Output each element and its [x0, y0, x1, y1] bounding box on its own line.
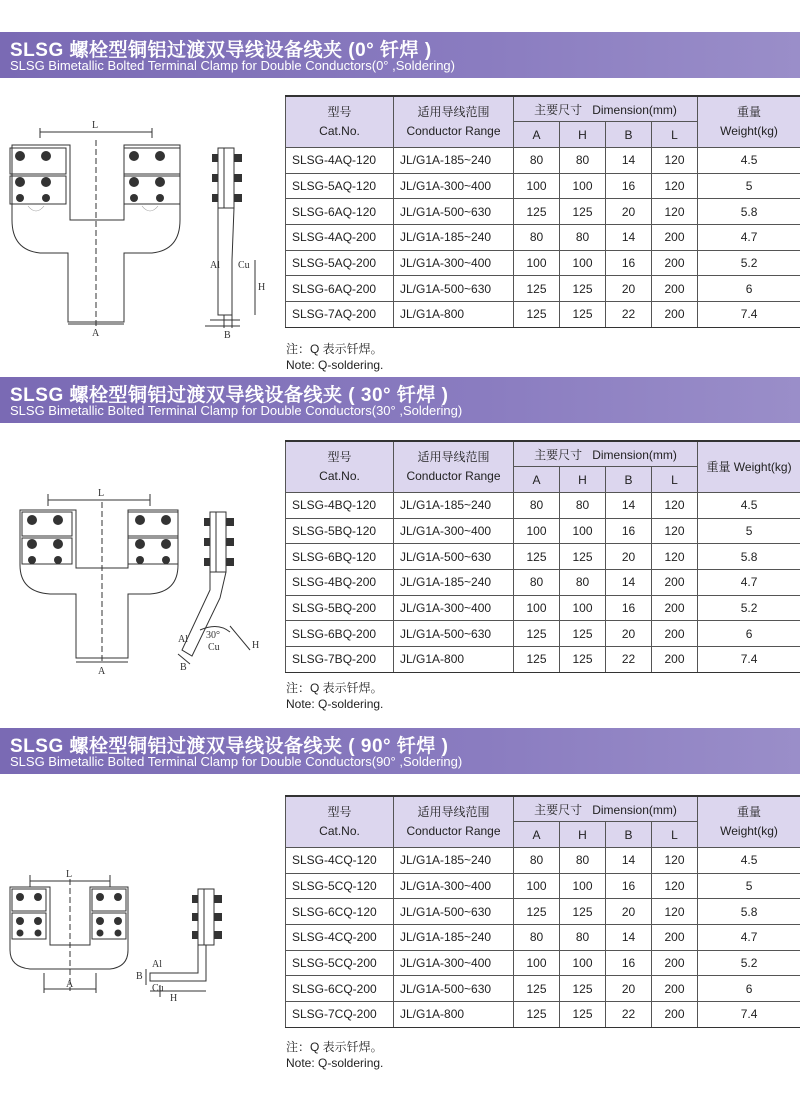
note-en: Note: Q-soldering.: [286, 1056, 384, 1070]
dim-b-cell: 20: [606, 544, 652, 570]
dim-label-l: L: [92, 120, 99, 131]
dim-b-cell: 22: [606, 647, 652, 673]
header-range: 适用导线范围 Conductor Range: [394, 441, 514, 492]
dim-l-cell: 120: [652, 518, 698, 544]
dim-a-cell: 80: [514, 924, 560, 950]
dim-a-cell: 125: [514, 647, 560, 673]
conductor-range-cell: JL/G1A-500~630: [394, 199, 514, 225]
dim-label-l: L: [66, 869, 73, 880]
header-col-b: B: [606, 467, 652, 493]
dim-a-cell: 80: [514, 847, 560, 873]
cat-no-cell: SLSG-5AQ-200: [286, 250, 394, 276]
dim-h-cell: 125: [560, 1002, 606, 1028]
dim-l-cell: 200: [652, 1002, 698, 1028]
dim-b-cell: 14: [606, 224, 652, 250]
section-title-en: SLSG Bimetallic Bolted Terminal Clamp for Double Conductors(90° ,Soldering): [10, 754, 463, 769]
dim-a-cell: 125: [514, 276, 560, 302]
dim-h-cell: 125: [560, 302, 606, 328]
table-row: [286, 492, 800, 518]
dim-l-cell: 200: [652, 595, 698, 621]
dim-l-cell: 200: [652, 924, 698, 950]
dim-b-cell: 20: [606, 899, 652, 925]
dim-a-cell: 100: [514, 873, 560, 899]
dim-b-cell: 14: [606, 924, 652, 950]
spec-table-90-degree: [285, 795, 800, 1028]
table-row: [286, 173, 800, 199]
cat-no-cell: SLSG-7AQ-200: [286, 302, 394, 328]
table-row: [286, 621, 800, 647]
dim-label-l: L: [98, 488, 105, 499]
conductor-range-cell: JL/G1A-185~240: [394, 569, 514, 595]
cat-no-cell: SLSG-6BQ-200: [286, 621, 394, 647]
cat-no-cell: SLSG-4BQ-200: [286, 569, 394, 595]
conductor-range-cell: JL/G1A-500~630: [394, 544, 514, 570]
weight-cell: 4.5: [698, 847, 800, 873]
dim-a-cell: 100: [514, 950, 560, 976]
note-90-degree: [286, 1039, 383, 1071]
dim-h-cell: 125: [560, 621, 606, 647]
weight-cell: 4.7: [698, 569, 800, 595]
dim-b-cell: 16: [606, 250, 652, 276]
dim-h-cell: 100: [560, 250, 606, 276]
weight-cell: 6: [698, 976, 800, 1002]
dim-l-cell: 120: [652, 199, 698, 225]
conductor-range-cell: JL/G1A-300~400: [394, 173, 514, 199]
dim-l-cell: 120: [652, 544, 698, 570]
conductor-range-cell: JL/G1A-800: [394, 302, 514, 328]
spec-table-0-degree: [285, 95, 800, 328]
conductor-range-cell: JL/G1A-500~630: [394, 276, 514, 302]
table-row: [286, 518, 800, 544]
dim-h-cell: 125: [560, 976, 606, 1002]
header-weight: 重量 Weight(kg): [698, 441, 800, 492]
dim-l-cell: 120: [652, 899, 698, 925]
table-row: [286, 924, 800, 950]
dim-b-cell: 22: [606, 1002, 652, 1028]
table-row: [286, 276, 800, 302]
dim-b-cell: 14: [606, 847, 652, 873]
conductor-range-cell: JL/G1A-185~240: [394, 492, 514, 518]
dim-h-cell: 125: [560, 899, 606, 925]
section-title-en: SLSG Bimetallic Bolted Terminal Clamp for Double Conductors(30° ,Soldering): [10, 403, 463, 418]
dim-a-cell: 100: [514, 518, 560, 544]
clamp-drawing-30-degree: [0, 480, 285, 680]
dim-a-cell: 80: [514, 492, 560, 518]
dim-h-cell: 100: [560, 873, 606, 899]
note-cn: 注：Q 表示钎焊。: [286, 681, 383, 695]
conductor-range-cell: JL/G1A-500~630: [394, 899, 514, 925]
weight-cell: 4.7: [698, 224, 800, 250]
dim-b-cell: 14: [606, 147, 652, 173]
material-label-cu: Cu: [208, 642, 220, 653]
clamp-drawing-90-degree: [0, 865, 285, 1005]
header-col-a: A: [514, 467, 560, 493]
table-row: [286, 569, 800, 595]
dim-l-cell: 200: [652, 976, 698, 1002]
cat-no-cell: SLSG-6CQ-200: [286, 976, 394, 1002]
cat-no-cell: SLSG-6CQ-120: [286, 899, 394, 925]
table-row: [286, 595, 800, 621]
weight-cell: 5: [698, 873, 800, 899]
header-col-l: L: [652, 122, 698, 148]
dim-l-cell: 120: [652, 492, 698, 518]
header-range: 适用导线范围 Conductor Range: [394, 796, 514, 847]
conductor-range-cell: JL/G1A-300~400: [394, 950, 514, 976]
cat-no-cell: SLSG-4BQ-120: [286, 492, 394, 518]
table-row: [286, 976, 800, 1002]
note-en: Note: Q-soldering.: [286, 697, 384, 711]
note-0-degree: [286, 341, 383, 373]
header-range: 适用导线范围 Conductor Range: [394, 96, 514, 147]
weight-cell: 7.4: [698, 1002, 800, 1028]
cat-no-cell: SLSG-4CQ-200: [286, 924, 394, 950]
dim-b-cell: 14: [606, 492, 652, 518]
dim-b-cell: 22: [606, 302, 652, 328]
weight-cell: 4.5: [698, 147, 800, 173]
dim-h-cell: 80: [560, 492, 606, 518]
conductor-range-cell: JL/G1A-500~630: [394, 621, 514, 647]
header-model: 型号 Cat.No.: [286, 441, 394, 492]
table-row: [286, 544, 800, 570]
weight-cell: 5.2: [698, 950, 800, 976]
dim-label-h: H: [170, 993, 178, 1004]
dim-label-b: B: [224, 330, 231, 340]
dim-label-a: A: [92, 328, 100, 339]
cat-no-cell: SLSG-4AQ-200: [286, 224, 394, 250]
dim-a-cell: 125: [514, 976, 560, 1002]
dim-label-h: H: [252, 640, 260, 651]
note-30-degree: [286, 680, 383, 712]
conductor-range-cell: JL/G1A-800: [394, 647, 514, 673]
conductor-range-cell: JL/G1A-185~240: [394, 924, 514, 950]
dim-label-b: B: [136, 971, 143, 982]
header-weight: 重量 Weight(kg): [698, 96, 800, 147]
cat-no-cell: SLSG-6AQ-200: [286, 276, 394, 302]
conductor-range-cell: JL/G1A-300~400: [394, 250, 514, 276]
header-model: 型号 Cat.No.: [286, 796, 394, 847]
material-label-cu: Cu: [152, 983, 164, 994]
header-col-a: A: [514, 122, 560, 148]
conductor-range-cell: JL/G1A-185~240: [394, 147, 514, 173]
weight-cell: 5.8: [698, 544, 800, 570]
dim-h-cell: 125: [560, 276, 606, 302]
material-label-al: Al: [152, 959, 162, 970]
cat-no-cell: SLSG-6BQ-120: [286, 544, 394, 570]
cat-no-cell: SLSG-5BQ-200: [286, 595, 394, 621]
dim-b-cell: 16: [606, 950, 652, 976]
dim-h-cell: 100: [560, 950, 606, 976]
dim-b-cell: 20: [606, 621, 652, 647]
dim-l-cell: 200: [652, 950, 698, 976]
spec-table-30-degree: [285, 440, 800, 673]
dim-h-cell: 100: [560, 595, 606, 621]
weight-cell: 4.5: [698, 492, 800, 518]
conductor-range-cell: JL/G1A-185~240: [394, 847, 514, 873]
dim-a-cell: 80: [514, 569, 560, 595]
dim-label-h: H: [258, 282, 266, 293]
dim-l-cell: 120: [652, 847, 698, 873]
cat-no-cell: SLSG-5CQ-200: [286, 950, 394, 976]
dim-h-cell: 100: [560, 518, 606, 544]
table-row: [286, 224, 800, 250]
dim-a-cell: 125: [514, 899, 560, 925]
weight-cell: 6: [698, 276, 800, 302]
table-row: [286, 199, 800, 225]
section-1-title-banner: [0, 377, 800, 423]
weight-cell: 7.4: [698, 302, 800, 328]
cat-no-cell: SLSG-6AQ-120: [286, 199, 394, 225]
table-row: [286, 899, 800, 925]
table-row: [286, 847, 800, 873]
weight-cell: 7.4: [698, 647, 800, 673]
table-row: [286, 250, 800, 276]
weight-cell: 5: [698, 518, 800, 544]
material-label-al: Al: [210, 260, 220, 271]
section-title-cn: SLSG 螺栓型铜铝过渡双导线设备线夹 ( 90° 钎焊 ): [10, 736, 449, 757]
header-dimension: 主要尺寸 Dimension(mm): [514, 796, 698, 822]
header-col-h: H: [560, 467, 606, 493]
angle-label: 30°: [206, 630, 220, 641]
dim-h-cell: 100: [560, 173, 606, 199]
dim-a-cell: 125: [514, 544, 560, 570]
cat-no-cell: SLSG-7CQ-200: [286, 1002, 394, 1028]
dim-l-cell: 200: [652, 647, 698, 673]
dim-a-cell: 80: [514, 224, 560, 250]
header-dimension: 主要尺寸 Dimension(mm): [514, 441, 698, 467]
dim-b-cell: 16: [606, 173, 652, 199]
table-row: [286, 1002, 800, 1028]
dim-h-cell: 80: [560, 569, 606, 595]
table-row: [286, 147, 800, 173]
weight-cell: 5.8: [698, 899, 800, 925]
conductor-range-cell: JL/G1A-185~240: [394, 224, 514, 250]
dim-a-cell: 125: [514, 302, 560, 328]
header-weight: 重量 Weight(kg): [698, 796, 800, 847]
dim-label-a: A: [66, 979, 74, 990]
dim-h-cell: 125: [560, 544, 606, 570]
dim-b-cell: 14: [606, 569, 652, 595]
section-title-cn: SLSG 螺栓型铜铝过渡双导线设备线夹 ( 30° 钎焊 ): [10, 385, 449, 406]
dim-a-cell: 125: [514, 1002, 560, 1028]
dim-l-cell: 200: [652, 302, 698, 328]
header-col-h: H: [560, 122, 606, 148]
dim-b-cell: 20: [606, 276, 652, 302]
cat-no-cell: SLSG-4AQ-120: [286, 147, 394, 173]
dim-l-cell: 200: [652, 224, 698, 250]
dim-label-a: A: [98, 666, 106, 677]
dim-b-cell: 16: [606, 595, 652, 621]
conductor-range-cell: JL/G1A-500~630: [394, 976, 514, 1002]
dim-l-cell: 200: [652, 250, 698, 276]
header-col-l: L: [652, 822, 698, 848]
conductor-range-cell: JL/G1A-300~400: [394, 873, 514, 899]
table-row: [286, 647, 800, 673]
section-0-title-banner: [0, 32, 800, 78]
dim-a-cell: 100: [514, 595, 560, 621]
dim-a-cell: 125: [514, 621, 560, 647]
dim-b-cell: 20: [606, 199, 652, 225]
header-col-a: A: [514, 822, 560, 848]
dim-l-cell: 120: [652, 147, 698, 173]
header-col-b: B: [606, 122, 652, 148]
conductor-range-cell: JL/G1A-300~400: [394, 518, 514, 544]
table-row: [286, 873, 800, 899]
dim-a-cell: 100: [514, 250, 560, 276]
dim-b-cell: 16: [606, 873, 652, 899]
section-title-cn: SLSG 螺栓型铜铝过渡双导线设备线夹 (0° 钎焊 ): [10, 40, 432, 61]
dim-b-cell: 16: [606, 518, 652, 544]
cat-no-cell: SLSG-5BQ-120: [286, 518, 394, 544]
dim-a-cell: 125: [514, 199, 560, 225]
dim-h-cell: 80: [560, 924, 606, 950]
note-cn: 注：Q 表示钎焊。: [286, 1040, 383, 1054]
material-label-al: Al: [178, 634, 188, 645]
dim-h-cell: 125: [560, 647, 606, 673]
table-row: [286, 950, 800, 976]
note-en: Note: Q-soldering.: [286, 358, 384, 372]
cat-no-cell: SLSG-5CQ-120: [286, 873, 394, 899]
weight-cell: 5.8: [698, 199, 800, 225]
section-2-title-banner: [0, 728, 800, 774]
header-col-b: B: [606, 822, 652, 848]
table-row: [286, 302, 800, 328]
header-col-h: H: [560, 822, 606, 848]
dim-label-b: B: [180, 662, 187, 673]
dim-a-cell: 100: [514, 173, 560, 199]
dim-b-cell: 20: [606, 976, 652, 1002]
header-model: 型号 Cat.No.: [286, 96, 394, 147]
weight-cell: 5.2: [698, 595, 800, 621]
weight-cell: 4.7: [698, 924, 800, 950]
weight-cell: 5.2: [698, 250, 800, 276]
conductor-range-cell: JL/G1A-300~400: [394, 595, 514, 621]
dim-h-cell: 80: [560, 847, 606, 873]
dim-l-cell: 200: [652, 621, 698, 647]
dim-l-cell: 200: [652, 569, 698, 595]
material-label-cu: Cu: [238, 260, 250, 271]
section-title-en: SLSG Bimetallic Bolted Terminal Clamp for Double Conductors(0° ,Soldering): [10, 58, 455, 73]
dim-l-cell: 120: [652, 173, 698, 199]
header-dimension: 主要尺寸 Dimension(mm): [514, 96, 698, 122]
dim-a-cell: 80: [514, 147, 560, 173]
header-col-l: L: [652, 467, 698, 493]
cat-no-cell: SLSG-4CQ-120: [286, 847, 394, 873]
weight-cell: 5: [698, 173, 800, 199]
cat-no-cell: SLSG-5AQ-120: [286, 173, 394, 199]
cat-no-cell: SLSG-7BQ-200: [286, 647, 394, 673]
dim-l-cell: 120: [652, 873, 698, 899]
weight-cell: 6: [698, 621, 800, 647]
note-cn: 注：Q 表示钎焊。: [286, 342, 383, 356]
dim-h-cell: 80: [560, 147, 606, 173]
dim-h-cell: 125: [560, 199, 606, 225]
clamp-drawing-0-degree: [0, 110, 285, 340]
dim-h-cell: 80: [560, 224, 606, 250]
conductor-range-cell: JL/G1A-800: [394, 1002, 514, 1028]
dim-l-cell: 200: [652, 276, 698, 302]
